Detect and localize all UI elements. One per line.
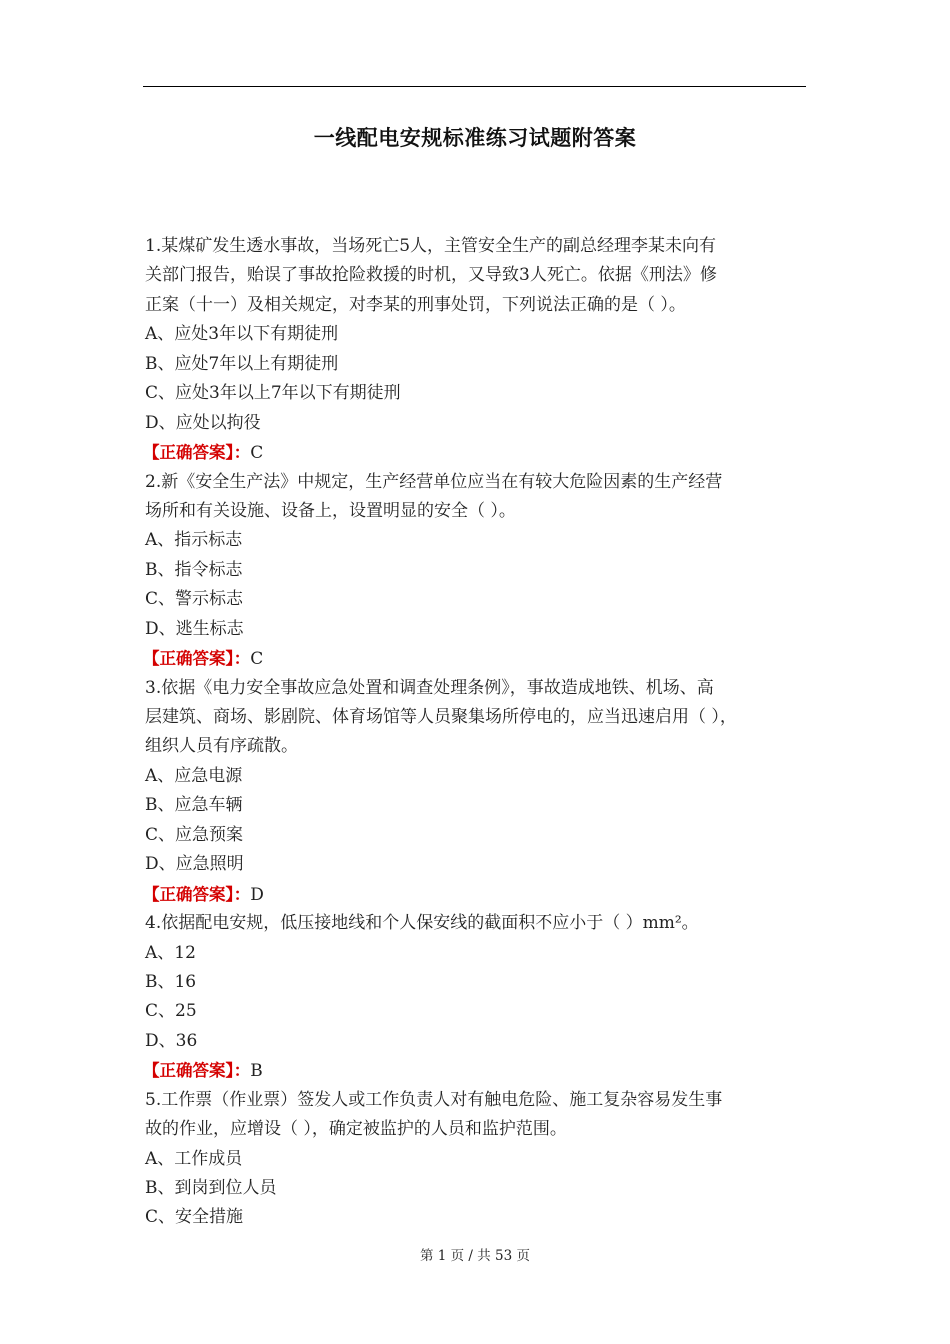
question-text: 故的作业，应增设（ ），确定被监护的人员和监护范围。 [145,1119,567,1140]
question-item [145,468,817,674]
answer-value: D [250,884,264,905]
question-item [145,909,817,1086]
option-d: D、应处以拘役 [145,412,261,433]
question-text: 5.工作票（作业票）签发人或工作负责人对有触电危险、施工复杂容易发生事 [145,1089,723,1110]
option-c: C、警示标志 [145,589,244,610]
question-item [145,1086,817,1233]
option-d: D、应急照明 [145,854,244,875]
answer-line [145,644,817,673]
option-a: A、12 [145,942,196,963]
question-text: 正案（十一）及相关规定，对李某的刑事处罚，下列说法正确的是（ ）。 [145,294,686,315]
answer-label: 【正确答案】： [143,443,251,463]
answer-label: 【正确答案】： [143,649,251,669]
document-title: 一线配电安规标准练习试题附答案 [313,126,637,150]
option-a: A、应处3年以下有期徒刑 [145,324,339,345]
answer-label: 【正确答案】： [143,1061,251,1081]
answer-line [145,1056,817,1085]
question-text: 2.新《安全生产法》中规定，生产经营单位应当在有较大危险因素的生产经营 [145,471,723,492]
option-c: C、应急预案 [145,824,244,845]
answer-value: C [250,649,264,670]
question-item [145,674,817,910]
answer-line [145,438,817,467]
option-d: D、36 [145,1030,198,1051]
question-text: 组织人员有序疏散。 [145,736,298,757]
option-b: B、到岗到位人员 [145,1178,277,1198]
option-b: B、16 [145,971,197,992]
header-rule [143,86,806,87]
question-item [145,232,817,468]
page-number: 第 1 页 / 共 53 页 [419,1248,531,1264]
option-d: D、逃生标志 [145,618,244,639]
question-text: 场所和有关设施、设备上，设置明显的安全（ ）。 [145,500,516,521]
answer-label: 【正确答案】： [143,884,251,904]
option-a: A、指示标志 [145,530,243,551]
question-list [145,232,817,1233]
question-text: 4.依据配电安规，低压接地线和个人保安线的截面积不应小于（ ）mm²。 [145,913,699,934]
option-b: B、指令标志 [145,559,243,580]
option-b: B、应急车辆 [145,795,243,816]
question-text: 层建筑、商场、影剧院、体育场馆等人员聚集场所停电的，应当迅速启用（ ）， [145,707,737,727]
option-c: C、安全措施 [145,1207,244,1228]
question-text: 关部门报告，贻误了事故抢险救援的时机，又导致3人死亡。依据《刑法》修 [145,265,717,286]
question-text: 3.依据《电力安全事故应急处置和调查处理条例》，事故造成地铁、机场、高 [145,677,714,698]
question-text: 1.某煤矿发生透水事故，当场死亡5人，主管安全生产的副总经理李某未向有 [145,236,717,256]
option-c: C、应处3年以上7年以下有期徒刑 [145,383,401,404]
answer-value: C [250,443,264,464]
option-a: A、工作成员 [145,1148,243,1169]
option-c: C、25 [145,1001,197,1022]
answer-line [145,880,817,909]
option-b: B、应处7年以上有期徒刑 [145,353,339,374]
option-a: A、应急电源 [145,765,243,786]
answer-value: B [250,1061,263,1082]
